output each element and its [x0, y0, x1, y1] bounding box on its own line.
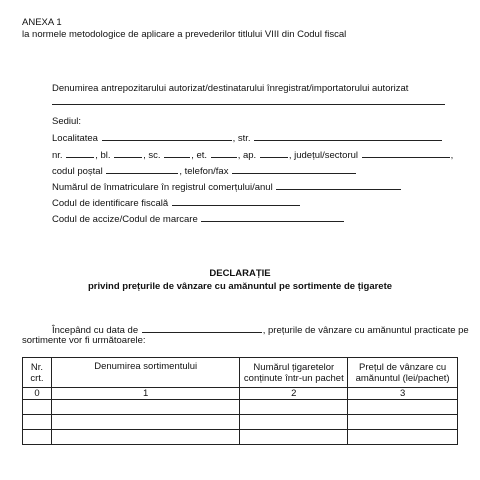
table-cell[interactable]: [51, 415, 239, 430]
intro-line-2: sortimente vor fi următoarele:: [22, 335, 146, 346]
phone-field[interactable]: [232, 164, 356, 174]
table-cell[interactable]: [240, 430, 348, 445]
ap-label: , ap.: [237, 150, 257, 161]
header-nr: Nr. crt.: [23, 358, 52, 388]
fiscal-code-line: [52, 196, 301, 210]
fiscal-code-label: Codul de identificare fiscală: [52, 198, 169, 209]
index-cell: 1: [51, 388, 239, 400]
table-cell[interactable]: [23, 415, 52, 430]
table-row: [23, 430, 458, 445]
sc-field[interactable]: [164, 148, 190, 158]
header-name: Denumirea sortimentului: [51, 358, 239, 388]
excise-code-label: Codul de accize/Codul de marcare: [52, 214, 198, 225]
postal-code-field[interactable]: [106, 164, 178, 174]
address-line-1: [52, 131, 443, 145]
table-row: [23, 415, 458, 430]
table-cell[interactable]: [23, 400, 52, 415]
bl-field[interactable]: [114, 148, 142, 158]
start-date-field[interactable]: [142, 323, 262, 333]
et-field[interactable]: [211, 148, 237, 158]
et-label: , et.: [191, 150, 208, 161]
seat-label: Sediul:: [52, 116, 82, 127]
sc-label: , sc.: [143, 150, 161, 161]
annex-title: ANEXA 1: [22, 17, 62, 28]
table-cell[interactable]: [348, 415, 458, 430]
header-price: Prețul de vânzare cu amănuntul (lei/pachet): [348, 358, 458, 388]
table-cell[interactable]: [348, 430, 458, 445]
nr-label: nr.: [52, 150, 63, 161]
fiscal-code-field[interactable]: [172, 196, 300, 206]
postal-code-label: codul poștal: [52, 166, 103, 177]
table-index-row: [23, 388, 458, 400]
locality-field[interactable]: [102, 131, 232, 141]
county-field[interactable]: [362, 148, 450, 158]
registry-field[interactable]: [276, 180, 401, 190]
price-table: [22, 357, 458, 445]
bl-label: , bl.: [95, 150, 111, 161]
table-header-row: [23, 358, 458, 388]
registry-line: [52, 180, 402, 194]
table-cell[interactable]: [51, 400, 239, 415]
table-cell[interactable]: [23, 430, 52, 445]
declaration-title: DECLARAȚIE: [209, 268, 271, 279]
table-cell[interactable]: [51, 430, 239, 445]
index-cell: 2: [240, 388, 348, 400]
company-name-field[interactable]: [52, 104, 445, 105]
county-label: , județul/sectorul: [288, 150, 359, 161]
excise-code-field[interactable]: [201, 212, 344, 222]
address-line-2: [52, 148, 453, 162]
ap-field[interactable]: [260, 148, 288, 158]
declaration-subtitle: privind prețurile de vânzare cu amănuntul pe sortimente de țigarete: [87, 281, 393, 292]
index-cell: 3: [348, 388, 458, 400]
table-cell[interactable]: [348, 400, 458, 415]
address-line-3: [52, 164, 357, 178]
table-cell[interactable]: [240, 415, 348, 430]
locality-label: Localitatea: [52, 133, 98, 144]
index-cell: 0: [23, 388, 52, 400]
phone-label: , telefon/fax: [179, 166, 229, 177]
county-end: ,: [450, 150, 454, 161]
company-name-label: Denumirea antrepozitarului autorizat/destinatarului înregistrat/importatorului autorizat: [52, 83, 409, 94]
street-label: , str.: [232, 133, 251, 144]
header-count: Numărul țigaretelor conținute într-un pachet: [240, 358, 348, 388]
table-cell[interactable]: [240, 400, 348, 415]
excise-code-line: [52, 212, 345, 226]
intro-part-2: , prețurile de vânzare cu amănuntul practicate pe: [262, 325, 469, 336]
annex-subtitle: la normele metodologice de aplicare a prevederilor titlului VIII din Codul fiscal: [22, 29, 347, 40]
intro-part-1: Începând cu data de: [52, 325, 139, 336]
street-field[interactable]: [254, 131, 442, 141]
registry-label: Numărul de înmatriculare în registrul comerțului/anul: [52, 182, 273, 193]
table-row: [23, 400, 458, 415]
nr-field[interactable]: [66, 148, 94, 158]
